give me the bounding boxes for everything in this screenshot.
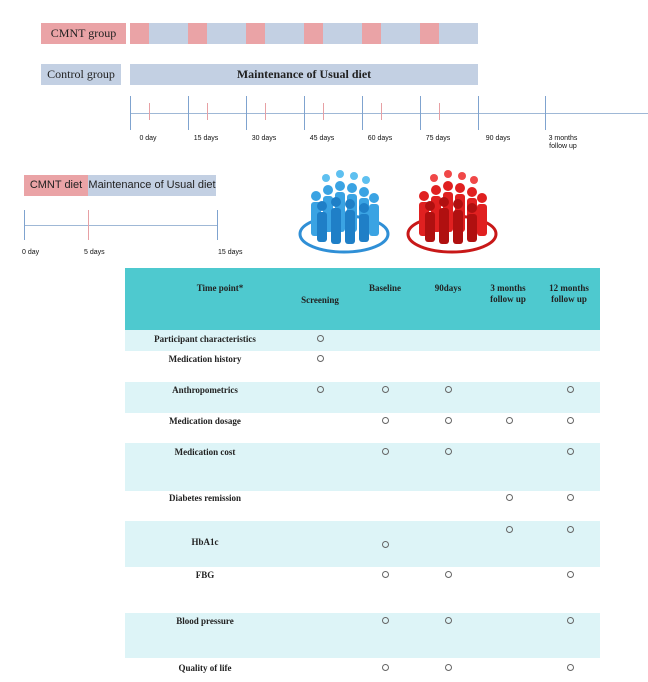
timeline-tick-cmnt: [323, 103, 324, 120]
tick-label: 30 days: [251, 135, 277, 142]
header-screening: Screening: [301, 295, 339, 305]
mark-circle: [567, 664, 574, 671]
mark-circle: [445, 617, 452, 624]
blue-people-crowd-icon: [296, 166, 392, 258]
timeline-tick: [246, 96, 247, 130]
row-label-medication-dosage: Medication dosage: [169, 416, 241, 426]
usual-segment: [381, 23, 420, 44]
small-tick: [24, 210, 25, 240]
header-12-months: 12 months follow up: [549, 283, 589, 304]
mark-circle: [567, 448, 574, 455]
usual-segment: [265, 23, 304, 44]
usual-segment: [149, 23, 188, 44]
mark-circle: [567, 617, 574, 624]
mark-circle: [317, 386, 324, 393]
header-3-months: 3 months follow up: [490, 283, 526, 304]
row-label-participant: Participant characteristics: [154, 334, 256, 344]
cmnt-segment: [188, 23, 207, 44]
tick-label: 0 day: [139, 135, 157, 142]
row-label-fbg: FBG: [195, 570, 215, 580]
usual-segment: [323, 23, 362, 44]
timeline-tick: [304, 96, 305, 130]
header-time-point: Time point*: [196, 283, 244, 293]
cmnt-diet-label: CMNT diet: [24, 175, 88, 196]
header-90days: 90days: [434, 283, 462, 293]
mark-circle: [445, 664, 452, 671]
row-label-medication-history: Medication history: [168, 354, 242, 364]
timeline-tick: [545, 96, 546, 130]
cmnt-group-label: CMNT group: [41, 23, 126, 44]
cmnt-segment: [362, 23, 381, 44]
row-label-hba1c: HbA1c: [191, 537, 219, 547]
tick-label: 90 days: [485, 135, 511, 142]
timeline-tick-cmnt: [265, 103, 266, 120]
tick-label: 60 days: [367, 135, 393, 142]
cmnt-alternating-bar: [130, 23, 478, 44]
mark-circle: [567, 417, 574, 424]
small-timeline-axis: [24, 225, 218, 226]
mark-circle: [317, 355, 324, 362]
mark-circle: [445, 448, 452, 455]
mark-circle: [382, 417, 389, 424]
mark-circle: [445, 571, 452, 578]
mark-circle: [317, 335, 324, 342]
timeline-tick-cmnt: [149, 103, 150, 120]
mark-circle: [445, 417, 452, 424]
mark-circle: [382, 617, 389, 624]
tick-label: 45 days: [309, 135, 335, 142]
mark-circle: [567, 571, 574, 578]
mark-circle: [567, 386, 574, 393]
timeline-tick-cmnt: [381, 103, 382, 120]
timeline-tick: [362, 96, 363, 130]
control-maintenance-bar: Maintenance of Usual diet: [130, 64, 478, 85]
tick-label: 3 months follow up: [548, 135, 578, 150]
mark-circle: [445, 386, 452, 393]
small-tick-label: 0 day: [22, 249, 40, 256]
row-label-medication-cost: Medication cost: [174, 447, 236, 457]
small-tick-label: 15 days: [218, 249, 243, 256]
small-tick-label: 5 days: [84, 249, 105, 256]
usual-segment: [439, 23, 478, 44]
mark-circle: [382, 664, 389, 671]
row-label-diabetes-remission: Diabetes remission: [168, 493, 242, 503]
row-label-anthropometrics: Anthropometrics: [172, 385, 238, 395]
usual-segment: [207, 23, 246, 44]
control-group-label: Control group: [41, 64, 121, 85]
row-label-blood-pressure: Blood pressure: [176, 616, 234, 626]
mark-circle: [382, 448, 389, 455]
mark-circle: [382, 571, 389, 578]
timeline-tick-cmnt: [207, 103, 208, 120]
tick-label: 15 days: [193, 135, 219, 142]
tick-label: 75 days: [425, 135, 451, 142]
timeline-tick: [188, 96, 189, 130]
mark-circle: [506, 494, 513, 501]
mark-circle: [506, 526, 513, 533]
header-baseline: Baseline: [368, 283, 401, 293]
mark-circle: [382, 386, 389, 393]
small-tick: [217, 210, 218, 240]
small-tick-cmnt: [88, 210, 89, 240]
mark-circle: [567, 494, 574, 501]
timeline-tick-cmnt: [439, 103, 440, 120]
timeline-tick: [478, 96, 479, 130]
row-label-quality-of-life: Quality of life: [178, 663, 232, 673]
mark-circle: [567, 526, 574, 533]
cmnt-segment: [420, 23, 439, 44]
red-people-crowd-icon: [404, 166, 500, 258]
mark-circle: [506, 417, 513, 424]
timeline-tick: [130, 96, 131, 130]
mark-circle: [382, 541, 389, 548]
cmnt-segment: [130, 23, 149, 44]
maintenance-diet-label: Maintenance of Usual diet: [88, 175, 216, 196]
cmnt-segment: [304, 23, 323, 44]
timeline-tick: [420, 96, 421, 130]
cmnt-segment: [246, 23, 265, 44]
